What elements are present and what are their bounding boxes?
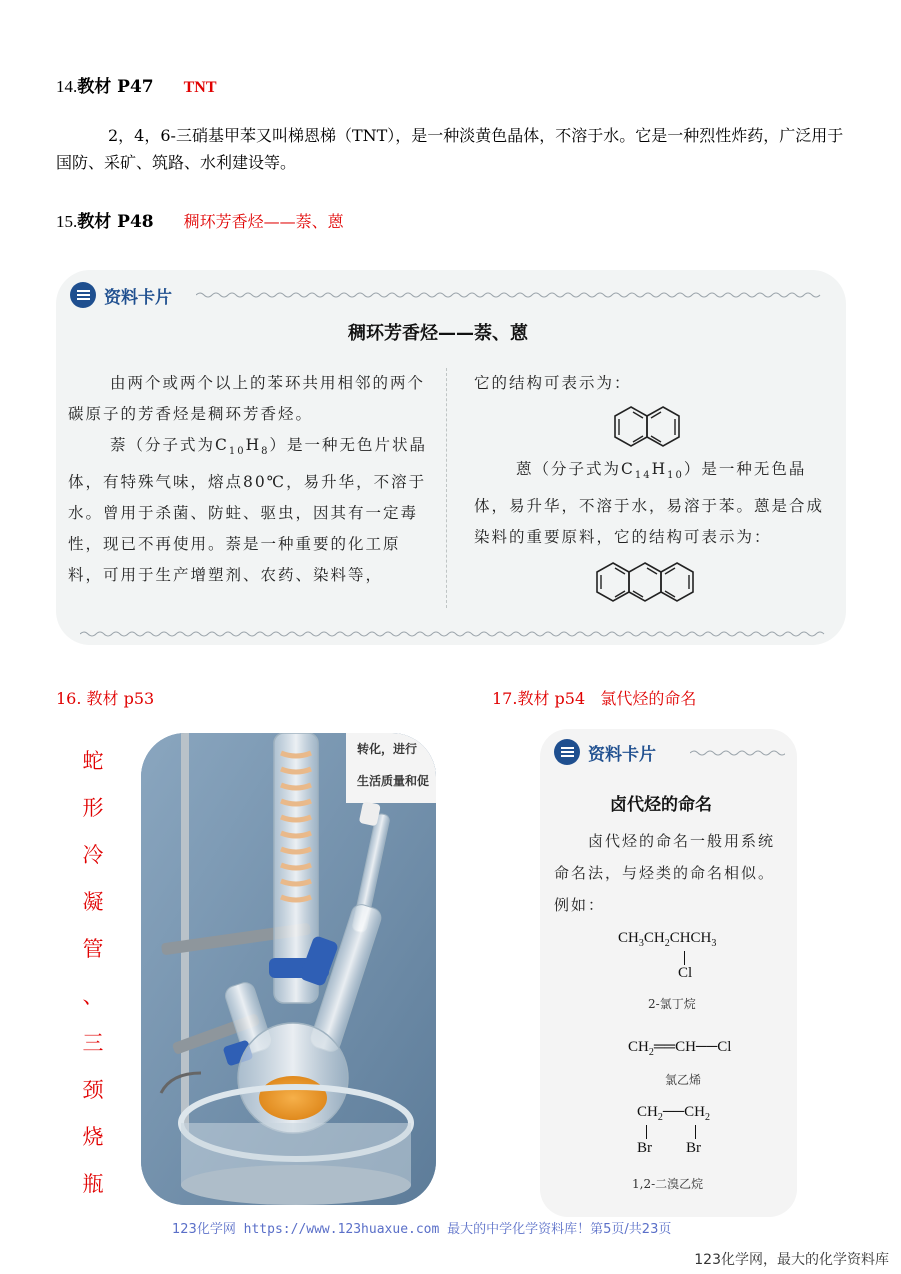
formula-2-chlorobutane: $CH_3CH_2CHCH_3$ — [618, 930, 717, 949]
card-label: 资料卡片 — [588, 744, 656, 765]
vertical-char: 管 — [82, 937, 104, 961]
naphthalene-structure-icon — [612, 404, 688, 452]
condenser-flask-illustration — [141, 733, 436, 1205]
footer-url[interactable]: https://www.123huaxue.com — [243, 1222, 440, 1237]
section-16-heading: 16. 教材 p53 — [56, 689, 155, 708]
vertical-char: 、 — [82, 984, 104, 1008]
card-title: 卤代烃的命名 — [610, 795, 712, 815]
photo-caption-line-1: 转化，进行 — [357, 742, 418, 756]
vertical-char: 冷 — [82, 843, 104, 867]
section-17-heading: 17.教材 p54 氯代烃的命名 — [492, 689, 697, 708]
footer-line — [172, 1218, 671, 1237]
substituent-label: Cl — [678, 965, 693, 981]
bond-line — [695, 1125, 696, 1139]
wave-divider-top — [690, 749, 785, 757]
card-paragraph: 卤代烃的命名一般用系统命名法，与烃类的命名相似。例如： — [554, 832, 776, 914]
vertical-char: 三 — [82, 1031, 104, 1055]
bond-line — [684, 951, 685, 965]
card-right-para-2: 蒽（分子式为$C_{14}H_{10}$）是一种无色晶体，易升华，不溶于水，易溶于苯。蒽是合成染料的重要原料，它的结构可表示为： — [474, 460, 825, 547]
anthracene-structure-icon — [594, 560, 704, 604]
vertical-char: 烧 — [82, 1125, 104, 1149]
section-subtitle: 稠环芳香烃——萘、蒽 — [183, 212, 344, 231]
formula-dibromoethane: $CH_2──CH_2$ — [637, 1104, 710, 1123]
compound-name: 氯乙烯 — [665, 1073, 702, 1087]
photo-caption-line-2: 生活质量和促 — [357, 774, 430, 788]
section-title: 教材 P47 — [77, 77, 154, 97]
section-title: 教材 P48 — [77, 212, 154, 232]
card-title: 稠环芳香烃——萘、蒽 — [348, 323, 528, 344]
card-left-para-2: 萘（分子式为$C_{10}H_8$）是一种无色片状晶体，有特殊气味，熔点80℃，易升华，不溶于水。曾用于杀菌、防蛀、驱虫，因其有一定毒性，现已不再使用。萘是一种重要的化工原料，可用于生产增塑剂、农药、染料等， — [68, 436, 428, 585]
wave-divider-bottom — [80, 630, 825, 638]
compound-name: 1,2-二溴乙烷 — [632, 1177, 704, 1191]
vertical-label — [80, 748, 106, 1218]
footer-site: 123化学网 — [172, 1222, 236, 1237]
info-card-fused-aromatics — [56, 270, 846, 645]
bond-line — [646, 1125, 647, 1139]
tnt-paragraph: 2，4，6-三硝基甲苯又叫梯恩梯（TNT），是一种淡黄色晶体，不溶于水。它是一种烈性炸药，广泛用于国防、采矿、筑路、水利建设等。 — [56, 126, 844, 172]
substituent-label: Br — [686, 1140, 701, 1156]
vertical-char: 凝 — [82, 890, 104, 914]
watermark: 123化学网，最大的化学资料库 — [694, 1252, 889, 1268]
apparatus-photo — [141, 733, 436, 1205]
footer-slogan: 最大的中学化学资料库！第5页/共23页 — [447, 1222, 672, 1237]
card-label: 资料卡片 — [104, 287, 172, 308]
card-header — [554, 739, 656, 765]
document-icon — [70, 282, 96, 308]
substituent-label: Br — [637, 1140, 652, 1156]
info-card-haloalkane-naming — [540, 729, 797, 1217]
vertical-char: 瓶 — [82, 1172, 104, 1196]
vertical-char: 蛇 — [82, 749, 104, 773]
vertical-char: 颈 — [82, 1078, 104, 1102]
section-subtitle: TNT — [183, 79, 217, 96]
section-15-heading — [56, 207, 344, 232]
card-left-para-1: 由两个或两个以上的苯环共用相邻的两个碳原子的芳香烃是稠环芳香烃。 — [68, 374, 426, 423]
column-divider — [446, 368, 447, 608]
compound-name: 2-氯丁烷 — [648, 997, 696, 1011]
formula-vinyl-chloride: $CH_2══CH──Cl$ — [628, 1039, 732, 1058]
document-icon — [554, 739, 580, 765]
section-number: 14. — [56, 77, 78, 96]
wave-divider-top — [196, 291, 826, 299]
vertical-char: 形 — [82, 796, 104, 820]
section-number: 15. — [56, 212, 78, 231]
card-right-para-1: 它的结构可表示为： — [474, 374, 632, 392]
card-header — [70, 282, 172, 308]
section-14-heading — [56, 72, 217, 97]
